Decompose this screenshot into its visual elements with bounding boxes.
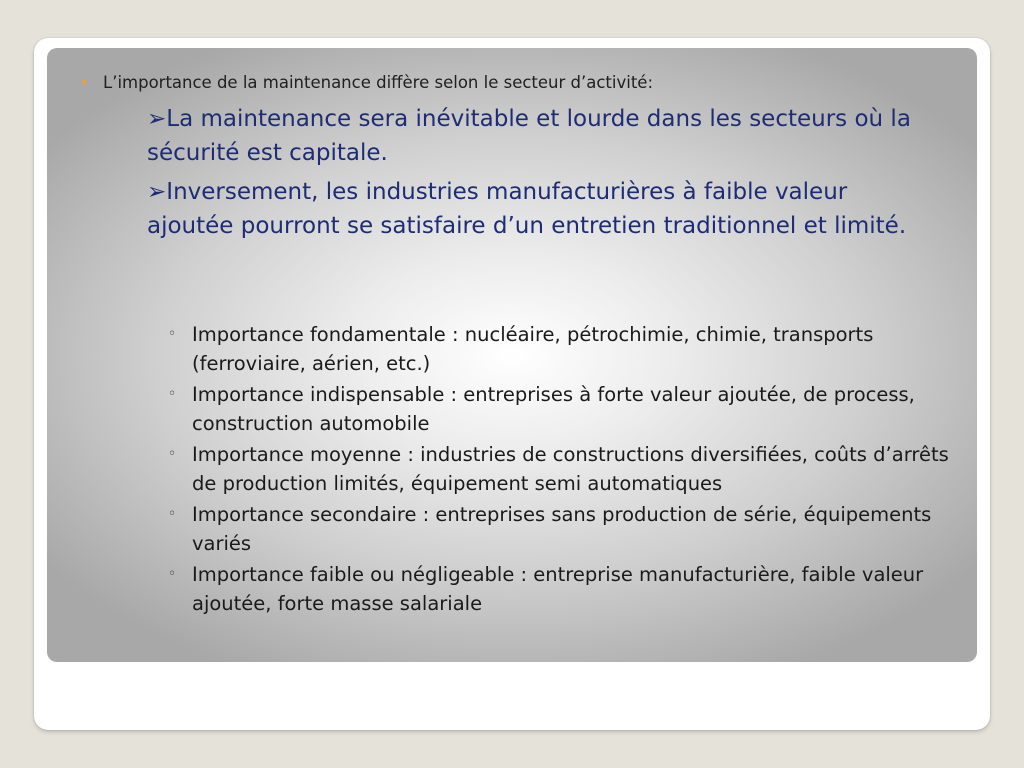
circle-bullet-icon: ◦ xyxy=(168,446,177,462)
circle-bullet-icon: ◦ xyxy=(168,326,177,342)
list-item-text: Importance indispensable : entreprises à forte valeur ajoutée, de process, construction automobile xyxy=(192,383,915,435)
list-item xyxy=(168,500,952,558)
list-item xyxy=(168,560,952,618)
bullet-dot-icon: • xyxy=(80,75,89,91)
sub-bullet-2 xyxy=(147,175,937,243)
list-item-text: Importance moyenne : industries de constructions diversifiées, coûts d’arrêts de production limités, équipement semi automatiques xyxy=(192,443,949,495)
arrow-icon: ➢ xyxy=(147,106,167,132)
bullet-main-text: L’importance de la maintenance diffère selon le secteur d’activité: xyxy=(103,73,654,92)
circle-bullet-icon: ◦ xyxy=(168,566,177,582)
list-item-text: Importance faible ou négligeable : entreprise manufacturière, faible valeur ajoutée, forte masse salariale xyxy=(192,563,924,615)
list-item xyxy=(168,440,952,498)
sub-bullet-1 xyxy=(147,102,937,170)
circle-bullet-icon: ◦ xyxy=(168,386,177,402)
bullet-main xyxy=(80,72,943,94)
arrow-icon: ➢ xyxy=(147,179,167,205)
circle-bullet-icon: ◦ xyxy=(168,506,177,522)
list-item-text: Importance secondaire : entreprises sans production de série, équipements variés xyxy=(192,503,932,555)
sub-bullet-text: La maintenance sera inévitable et lourde dans les secteurs où la sécurité est capitale. xyxy=(147,106,911,166)
content-panel xyxy=(47,48,977,662)
list-item-text: Importance fondamentale : nucléaire, pétrochimie, chimie, transports (ferroviaire, aérien, etc.) xyxy=(192,323,874,375)
importance-list xyxy=(168,320,952,620)
sub-bullet-text: Inversement, les industries manufacturières à faible valeur ajoutée pourront se satisfaire d’un entretien traditionnel et limité. xyxy=(147,179,907,239)
list-item xyxy=(168,380,952,438)
list-item xyxy=(168,320,952,378)
